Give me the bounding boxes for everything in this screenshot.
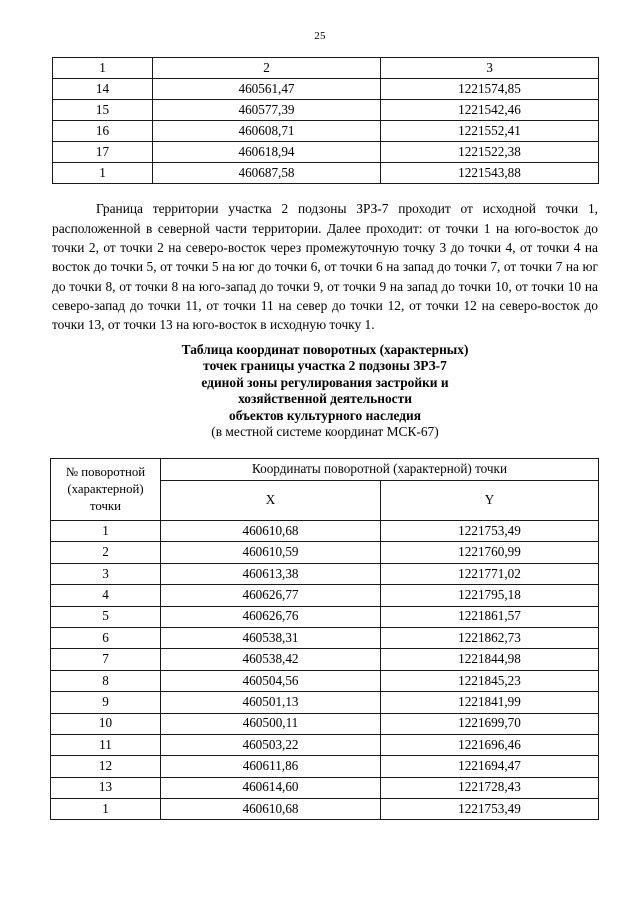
- point-number: 5: [51, 606, 161, 627]
- header-point-number: № поворотной (характерной) точки: [51, 459, 161, 521]
- point-number: 16: [53, 121, 153, 142]
- point-number: 9: [51, 692, 161, 713]
- coordinate-y: 1221795,18: [381, 585, 599, 606]
- coordinate-y: 1221542,46: [381, 100, 599, 121]
- coordinate-x: 460614,60: [161, 777, 381, 798]
- coordinate-x: 460538,31: [161, 627, 381, 648]
- table-row: [51, 670, 599, 691]
- table-row: [53, 163, 599, 184]
- point-number: 1: [51, 799, 161, 820]
- coordinate-x: 460500,11: [161, 713, 381, 734]
- title-line-1: Таблица координат поворотных (характерных): [181, 342, 469, 357]
- header-x: X: [161, 481, 381, 521]
- table-row: [51, 692, 599, 713]
- table-row: [51, 756, 599, 777]
- point-number: 10: [51, 713, 161, 734]
- coordinate-x: 460577,39: [153, 100, 381, 121]
- coordinate-y: 1221694,47: [381, 756, 599, 777]
- point-number: 2: [51, 542, 161, 563]
- point-number: 8: [51, 670, 161, 691]
- coordinate-x: 460538,42: [161, 649, 381, 670]
- point-number: 7: [51, 649, 161, 670]
- coordinate-y: 1221771,02: [381, 563, 599, 584]
- coordinate-x: 460618,94: [153, 142, 381, 163]
- coordinate-y: 1221522,38: [381, 142, 599, 163]
- coordinate-y: 1221552,41: [381, 121, 599, 142]
- table-row: [51, 542, 599, 563]
- table-row: [51, 649, 599, 670]
- point-number: 17: [53, 142, 153, 163]
- coordinate-y: 1221543,88: [381, 163, 599, 184]
- coordinate-y: 1221753,49: [381, 521, 599, 542]
- coordinate-x: 460626,76: [161, 606, 381, 627]
- table-title-block: [52, 342, 598, 440]
- header-y: Y: [381, 481, 599, 521]
- coordinate-y: 1221753,49: [381, 799, 599, 820]
- table-row: [51, 799, 599, 820]
- point-number: 12: [51, 756, 161, 777]
- coordinate-y: 1221760,99: [381, 542, 599, 563]
- table-row: [53, 121, 599, 142]
- point-number: 3: [51, 563, 161, 584]
- header-coordinates-span: Координаты поворотной (характерной) точки: [161, 459, 599, 481]
- title-subtitle-coordinate-system: (в местной системе координат МСК-67): [211, 424, 439, 440]
- coordinate-y: 1221699,70: [381, 713, 599, 734]
- table-row: [51, 777, 599, 798]
- point-number: 14: [53, 79, 153, 100]
- coordinate-x: 460501,13: [161, 692, 381, 713]
- coordinate-y: 1221696,46: [381, 734, 599, 755]
- coordinates-table: [50, 458, 599, 820]
- coordinate-x: 460626,77: [161, 585, 381, 606]
- coordinate-x: 460561,47: [153, 79, 381, 100]
- boundary-description-paragraph: Граница территории участка 2 подзоны ЗРЗ-7 проходит от исходной точки 1, расположенной в северной части территории. Далее проходит: от точки 1 на юго-восток до точки 2, от точки 2 на северо-восток через промежуточную точку 3 до точки 4, от точки 4 на восток до точки 5, от точки 5 на юг до точки 6, от точки 6 на запад до точки 7, от точки 7 на юг до точки 8, от точки 8 на юго-запад до точки 9, от точки 9 на запад до точки 10, от точки 10 на северо-запад до точки 11, от точки 11 на север до точки 12, от точки 12 на северо-восток до точки 13, от точки 13 на юго-восток в исходную точку 1.: [52, 201, 598, 333]
- table-row: [51, 585, 599, 606]
- table-row: [53, 79, 599, 100]
- coordinate-x: 460608,71: [153, 121, 381, 142]
- title-line-5: объектов культурного наследия: [229, 407, 421, 423]
- title-line-3: единой зоны регулирования застройки и: [201, 374, 449, 390]
- table-header-row: [53, 58, 599, 79]
- coordinate-y: 1221728,43: [381, 777, 599, 798]
- table-row: [51, 627, 599, 648]
- title-line-4: хозяйственной деятельности: [238, 391, 412, 407]
- continued-coordinates-table: [52, 57, 599, 184]
- table-header-row-top: [51, 459, 599, 481]
- point-number: 6: [51, 627, 161, 648]
- coordinate-x: 460611,86: [161, 756, 381, 777]
- coordinate-x: 460610,68: [161, 521, 381, 542]
- coordinate-x: 460504,56: [161, 670, 381, 691]
- continued-table-body: [53, 58, 599, 184]
- table-row: [51, 713, 599, 734]
- point-number: 1: [51, 521, 161, 542]
- point-number: 11: [51, 734, 161, 755]
- column-header-1: 1: [53, 58, 153, 79]
- coordinate-y: 1221862,73: [381, 627, 599, 648]
- table-row: [53, 142, 599, 163]
- title-line-2: точек границы участка 2 подзоны ЗРЗ-7: [203, 358, 447, 374]
- coordinate-y: 1221841,99: [381, 692, 599, 713]
- coordinate-x: 460610,68: [161, 799, 381, 820]
- table-row: [51, 734, 599, 755]
- coordinate-x: 460613,38: [161, 563, 381, 584]
- column-header-3: 3: [381, 58, 599, 79]
- point-number: 13: [51, 777, 161, 798]
- table-row: [51, 521, 599, 542]
- coordinate-y: 1221861,57: [381, 606, 599, 627]
- table-row: [51, 563, 599, 584]
- point-number: 1: [53, 163, 153, 184]
- table-row: [51, 606, 599, 627]
- point-number: 15: [53, 100, 153, 121]
- coordinate-x: 460503,22: [161, 734, 381, 755]
- column-header-2: 2: [153, 58, 381, 79]
- page-number: 25: [314, 30, 326, 42]
- table-row: [53, 100, 599, 121]
- coordinate-x: 460687,58: [153, 163, 381, 184]
- coordinate-y: 1221844,98: [381, 649, 599, 670]
- coordinate-y: 1221574,85: [381, 79, 599, 100]
- point-number: 4: [51, 585, 161, 606]
- coordinate-y: 1221845,23: [381, 670, 599, 691]
- coordinates-table-body: [51, 459, 599, 820]
- coordinate-x: 460610,59: [161, 542, 381, 563]
